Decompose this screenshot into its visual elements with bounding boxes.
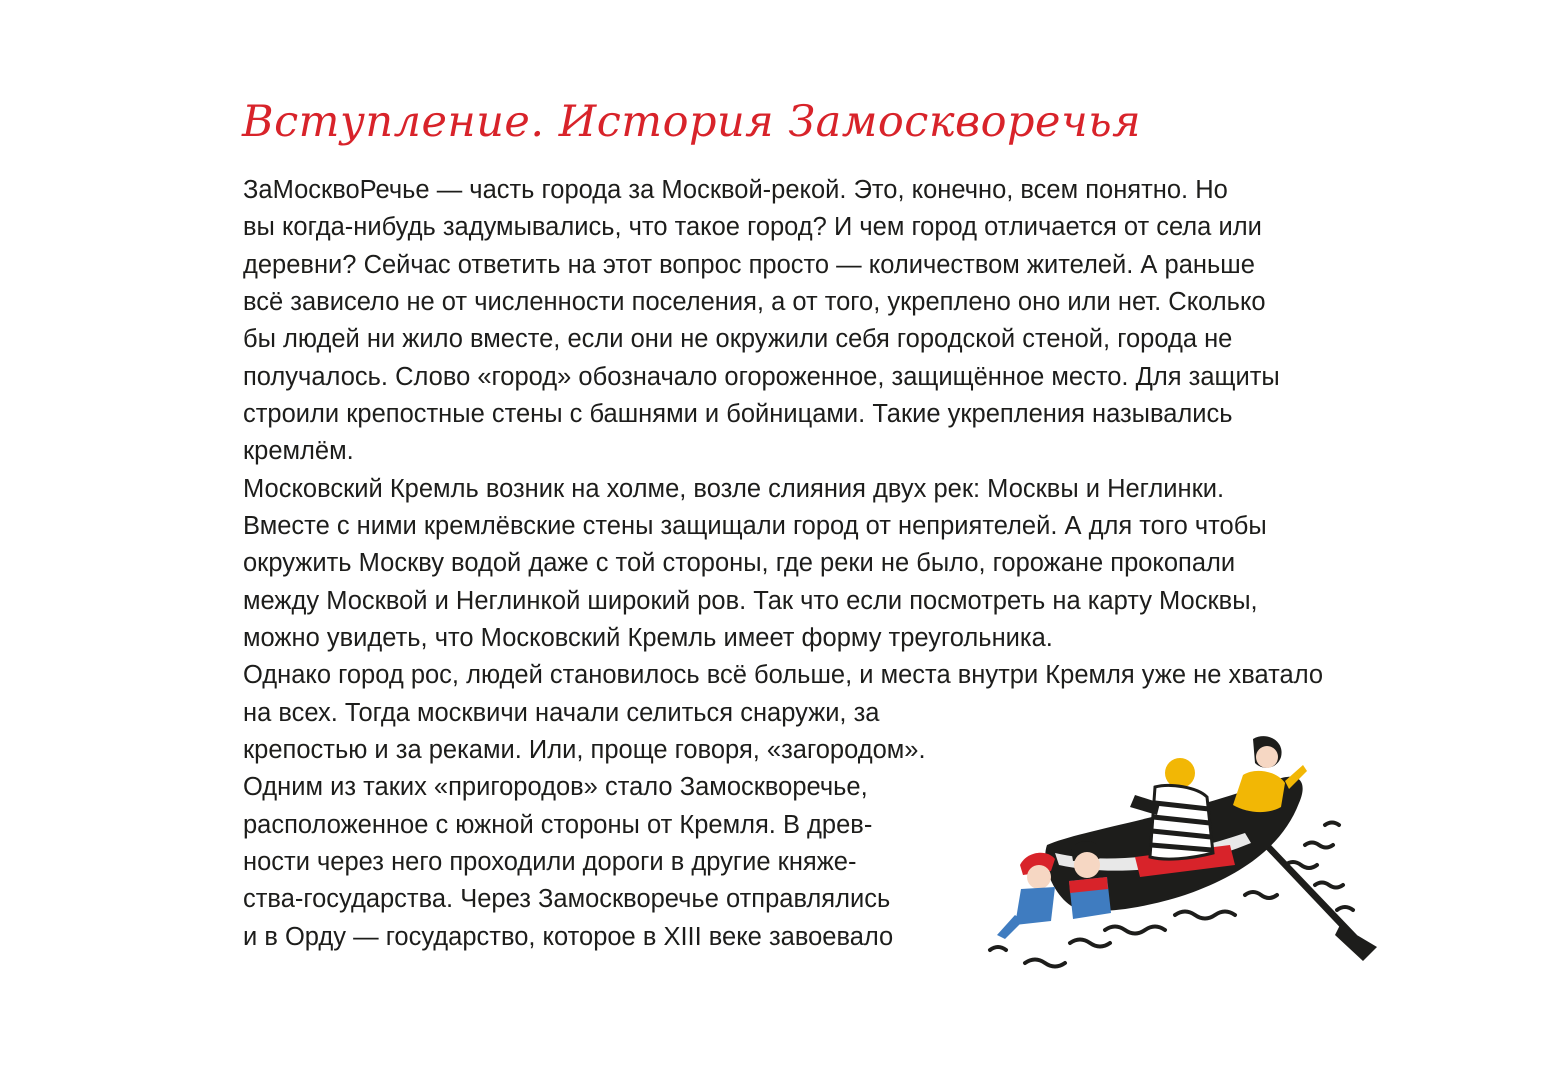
child-red-hat	[997, 853, 1055, 939]
text-line: деревни? Сейчас ответить на этот вопрос просто — количеством жителей. А раньше	[243, 251, 1255, 279]
text-line: ЗаМосквоРечье — часть города за Москвой-рекой. Это, конечно, всем понятно. Но	[243, 176, 1228, 204]
text-line: между Москвой и Неглинкой широкий ров. Так что если посмотреть на карту Москвы,	[243, 587, 1258, 615]
text-line: Вместе с ними кремлёвские стены защищали город от неприятелей. А для того чтобы	[243, 512, 1267, 540]
text-line: Московский Кремль возник на холме, возле слияния двух рек: Москвы и Неглинки.	[243, 475, 1225, 503]
text-line: ности через него проходили дороги в другие княже-	[243, 848, 857, 876]
text-line: получалось. Слово «город» обозначало огороженное, защищённое место. Для защиты	[243, 363, 1280, 391]
text-line: кремлём.	[243, 437, 354, 465]
text-line: и в Орду — государство, которое в XIII веке завоевало	[243, 923, 894, 951]
text-line: на всех. Тогда москвичи начали селиться снаружи, за	[243, 699, 880, 727]
text-line: ства-государства. Через Замоскворечье отправлялись	[243, 885, 891, 913]
text-line: расположенное с южной стороны от Кремля. В древ-	[243, 811, 873, 839]
rowing-boat-illustration	[985, 725, 1395, 970]
text-line: бы людей ни жило вместе, если они не окружили себя городской стеной, города не	[243, 325, 1233, 353]
text-line: крепостью и за реками. Или, проще говоря, «загородом».	[243, 736, 926, 764]
text-line: вы когда-нибудь задумывались, что такое город? И чем город отличается от села или	[243, 213, 1262, 241]
text-line: строили крепостные стены с башнями и бойницами. Такие укрепления назывались	[243, 400, 1233, 428]
text-line: Однако город рос, людей становилось всё больше, и места внутри Кремля уже не хватало	[243, 661, 1324, 689]
page-title: Вступление. История Замоскворечья	[242, 97, 1142, 147]
text-line: окружить Москву водой даже с той стороны, где реки не было, горожане прокопали	[243, 549, 1236, 577]
text-line: Одним из таких «пригородов» стало Замоскворечье,	[243, 773, 868, 801]
text-line: можно увидеть, что Московский Кремль имеет форму треугольника.	[243, 624, 1053, 652]
text-line: всё зависело не от численности поселения, а от того, укреплено оно или нет. Сколько	[243, 288, 1266, 316]
